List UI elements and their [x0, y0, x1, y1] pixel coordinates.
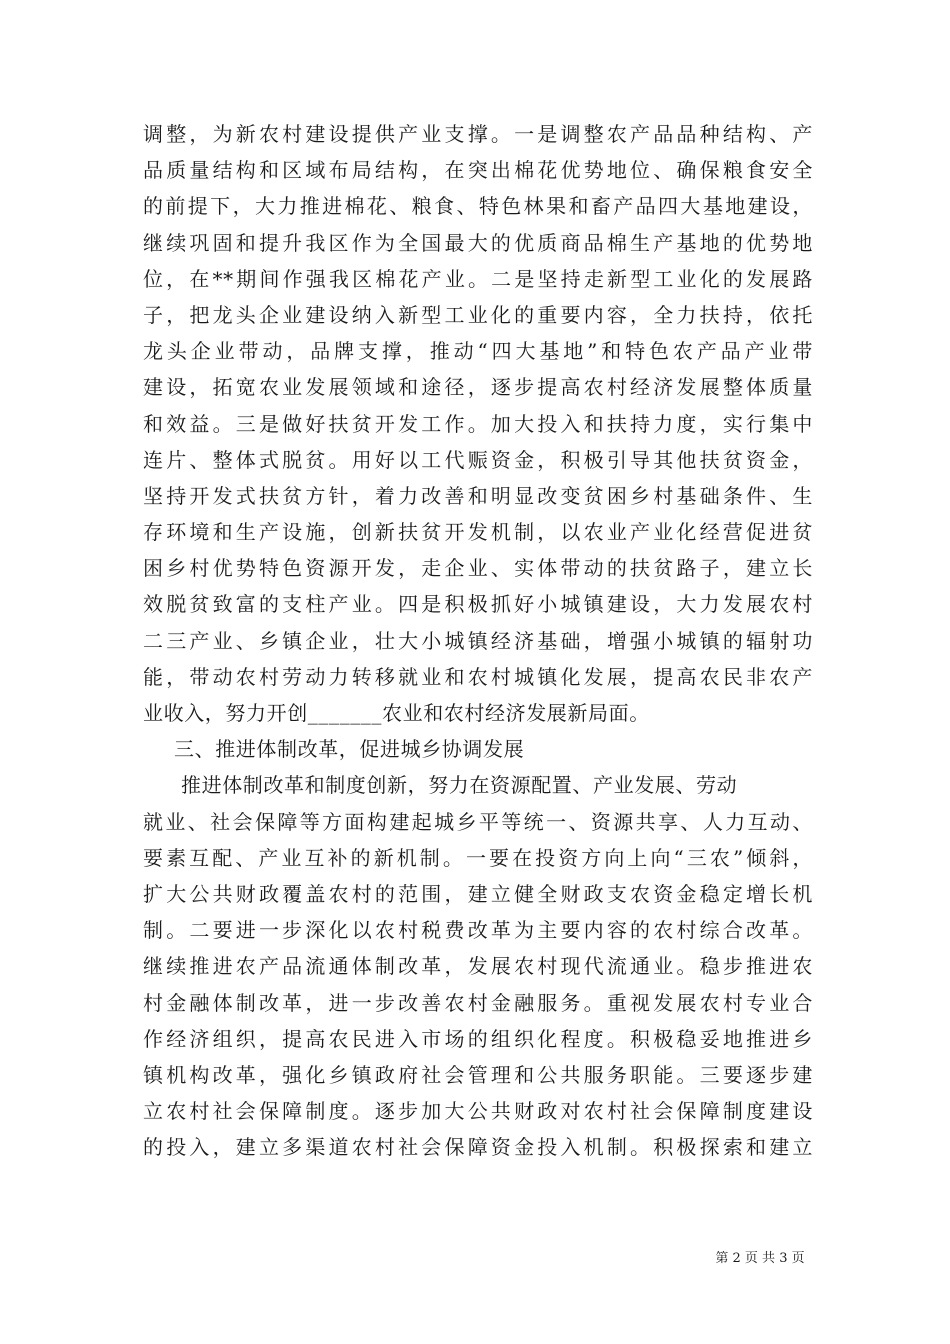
- text-line: 龙头企业带动，品牌支撑，推动“四大基地”和特色农产品产业带: [143, 339, 813, 364]
- text-line: 的投入，建立多渠道农村社会保障资金投入机制。积极探索和建立: [143, 1135, 813, 1160]
- text-line: 品质量结构和区域布局结构，在突出棉花优势地位、确保粮食安全: [143, 158, 813, 183]
- text-line: 位，在**期间作强我区棉花产业。二是坚持走新型工业化的发展路: [143, 266, 813, 291]
- text-line: 效脱贫致富的支柱产业。四是积极抓好小城镇建设，大力发展农村: [143, 592, 813, 617]
- text-line: 能，带动农村劳动力转移就业和农村城镇化发展，提高农民非农产: [143, 664, 813, 689]
- text-line: 作经济组织，提高农民进入市场的组织化程度。积极稳妥地推进乡: [143, 1026, 813, 1051]
- text-line: 连片、整体式脱贫。用好以工代赈资金，积极引导其他扶贫资金，: [143, 447, 813, 472]
- text-line: 继续推进农产品流通体制改革，发展农村现代流通业。稳步推进农: [143, 954, 813, 979]
- text-line: 困乡村优势特色资源开发，走企业、实体带动的扶贫路子，建立长: [143, 556, 813, 581]
- text-line: 的前提下，大力推进棉花、粮食、特色林果和畜产品四大基地建设，: [143, 194, 813, 219]
- text-line: 继续巩固和提升我区作为全国最大的优质商品棉生产基地的优势地: [143, 230, 813, 255]
- page-number: 第 2 页 共 3 页: [715, 1251, 805, 1266]
- text-line: 建设，拓宽农业发展领域和途径，逐步提高农村经济发展整体质量: [143, 375, 813, 400]
- text-line: 二三产业、乡镇企业，壮大小城镇经济基础，增强小城镇的辐射功: [143, 628, 813, 653]
- text-line: 和效益。三是做好扶贫开发工作。加大投入和扶持力度，实行集中: [143, 411, 813, 436]
- text-line: 镇机构改革，强化乡镇政府社会管理和公共服务职能。三要逐步建: [143, 1062, 813, 1087]
- text-line: 立农村社会保障制度。逐步加大公共财政对农村社会保障制度建设: [143, 1099, 813, 1124]
- text-line: 业收入，努力开创_______农业和农村经济发展新局面。: [143, 701, 650, 725]
- body-text: [143, 116, 813, 1165]
- text-line: 调整，为新农村建设提供产业支撑。一是调整农产品品种结构、产: [143, 122, 813, 146]
- section-heading: 三、推进体制改革，促进城乡协调发展: [174, 737, 525, 762]
- text-line: 存环境和生产设施，创新扶贫开发机制，以农业产业化经营促进贫: [143, 520, 813, 545]
- text-line: 就业、社会保障等方面构建起城乡平等统一、资源共享、人力互动、: [143, 809, 813, 834]
- text-line: 村金融体制改革，进一步改善农村金融服务。重视发展农村专业合: [143, 990, 813, 1015]
- text-line: 扩大公共财政覆盖农村的范围，建立健全财政支农资金稳定增长机: [143, 881, 813, 906]
- text-line: 推进体制改革和制度创新，努力在资源配置、产业发展、劳动: [181, 773, 738, 798]
- text-line: 制。二要进一步深化以农村税费改革为主要内容的农村综合改革。: [143, 918, 813, 943]
- text-line: 要素互配、产业互补的新机制。一要在投资方向上向“三农”倾斜，: [143, 845, 813, 870]
- text-line: 子，把龙头企业建设纳入新型工业化的重要内容，全力扶持，依托: [143, 302, 813, 327]
- text-line: 坚持开发式扶贫方针，着力改善和明显改变贫困乡村基础条件、生: [143, 483, 813, 508]
